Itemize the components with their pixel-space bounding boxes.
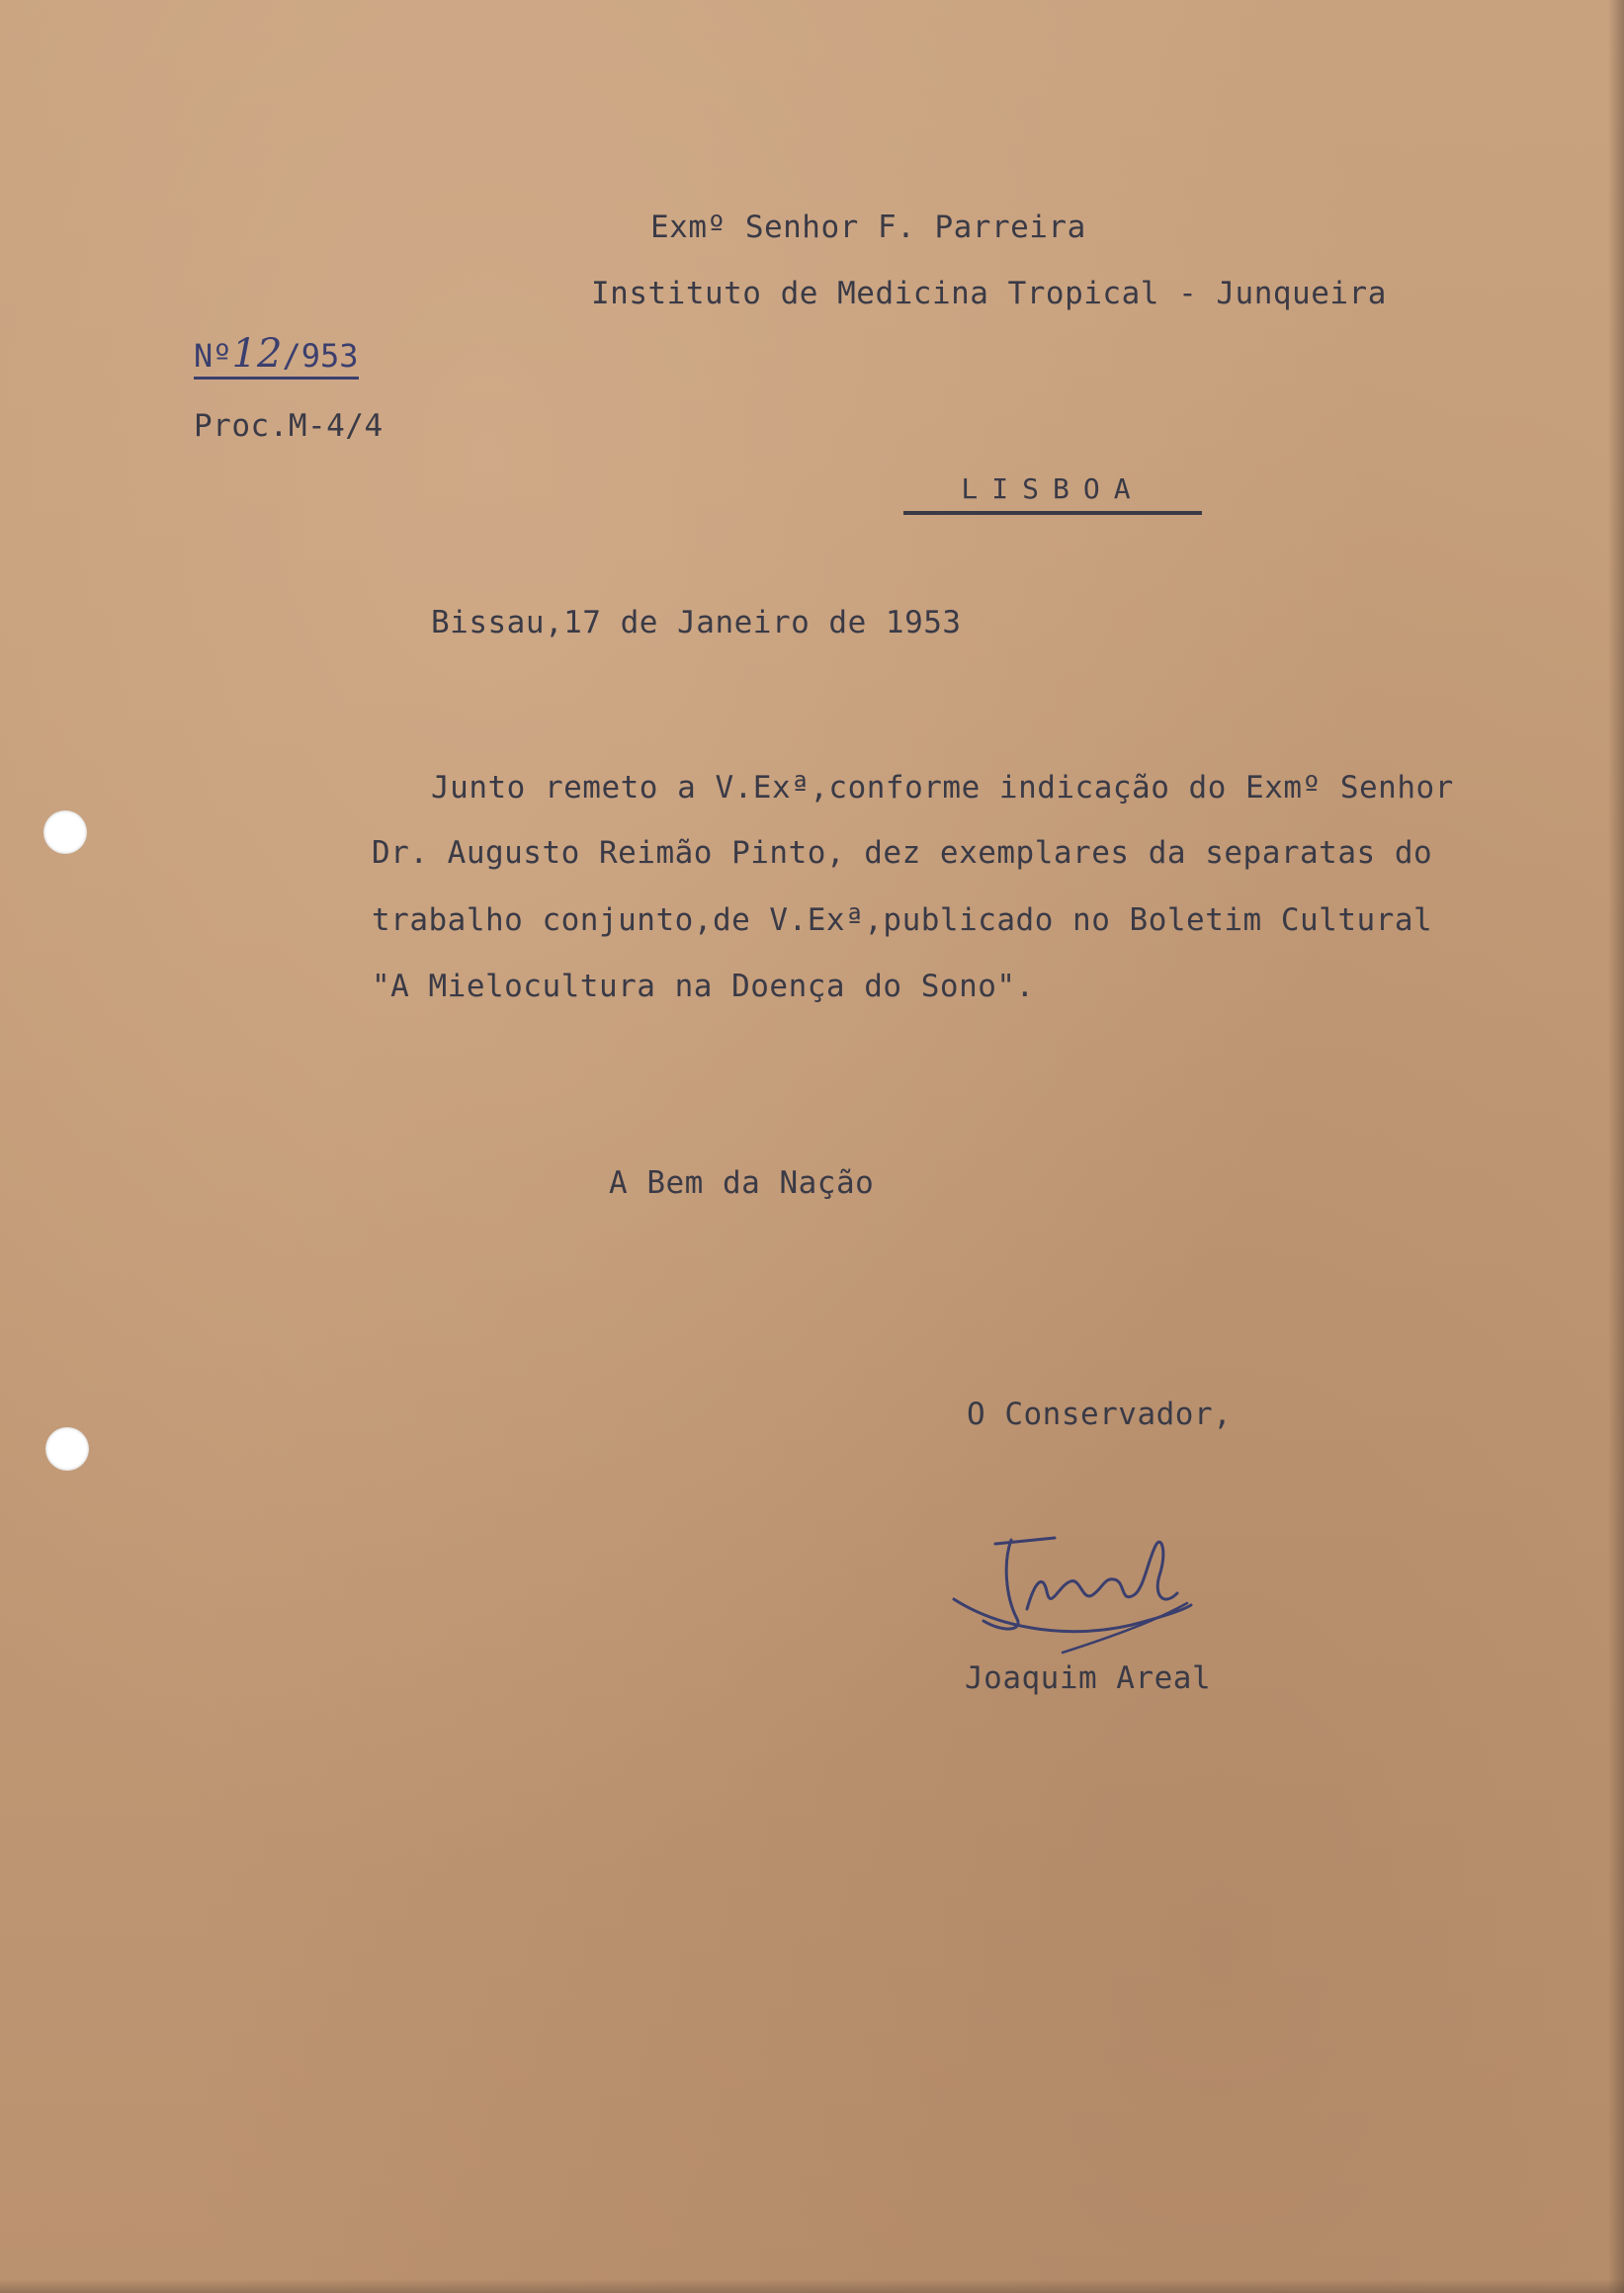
- recipient-name: Exmº Senhor F. Parreira: [650, 210, 1086, 245]
- sender-title: O Conservador,: [967, 1397, 1233, 1432]
- destination-city: LISBOA: [903, 475, 1202, 515]
- closing-salutation: A Bem da Nação: [609, 1165, 875, 1201]
- sender-name: Joaquim Areal: [965, 1660, 1212, 1696]
- punch-hole-bottom: [45, 1427, 89, 1471]
- reference-number: [194, 331, 359, 380]
- reference-suffix: /953: [282, 337, 359, 375]
- paper-edge-shadow-right: [1608, 0, 1624, 2293]
- handwritten-signature: [944, 1522, 1231, 1660]
- reference-handwritten-digits: 12: [231, 331, 283, 377]
- paper-edge-shadow-bottom: [0, 2279, 1624, 2293]
- place-and-date: Bissau,17 de Janeiro de 1953: [431, 605, 962, 640]
- reference-prefix: Nº: [194, 337, 232, 375]
- punch-hole-top: [43, 810, 87, 854]
- recipient-institution: Instituto de Medicina Tropical - Junqueira: [591, 276, 1387, 311]
- body-line-4: "A Mielocultura na Doença do Sono".: [372, 969, 1035, 1004]
- body-line-3: trabalho conjunto,de V.Exª,publicado no Boletim Cultural: [372, 902, 1433, 938]
- body-line-1: Junto remeto a V.Exª,conforme indicação do Exmº Senhor: [431, 770, 1454, 806]
- process-number: Proc.M-4/4: [194, 408, 384, 444]
- body-line-2: Dr. Augusto Reimão Pinto, dez exemplares da separatas do: [372, 835, 1433, 871]
